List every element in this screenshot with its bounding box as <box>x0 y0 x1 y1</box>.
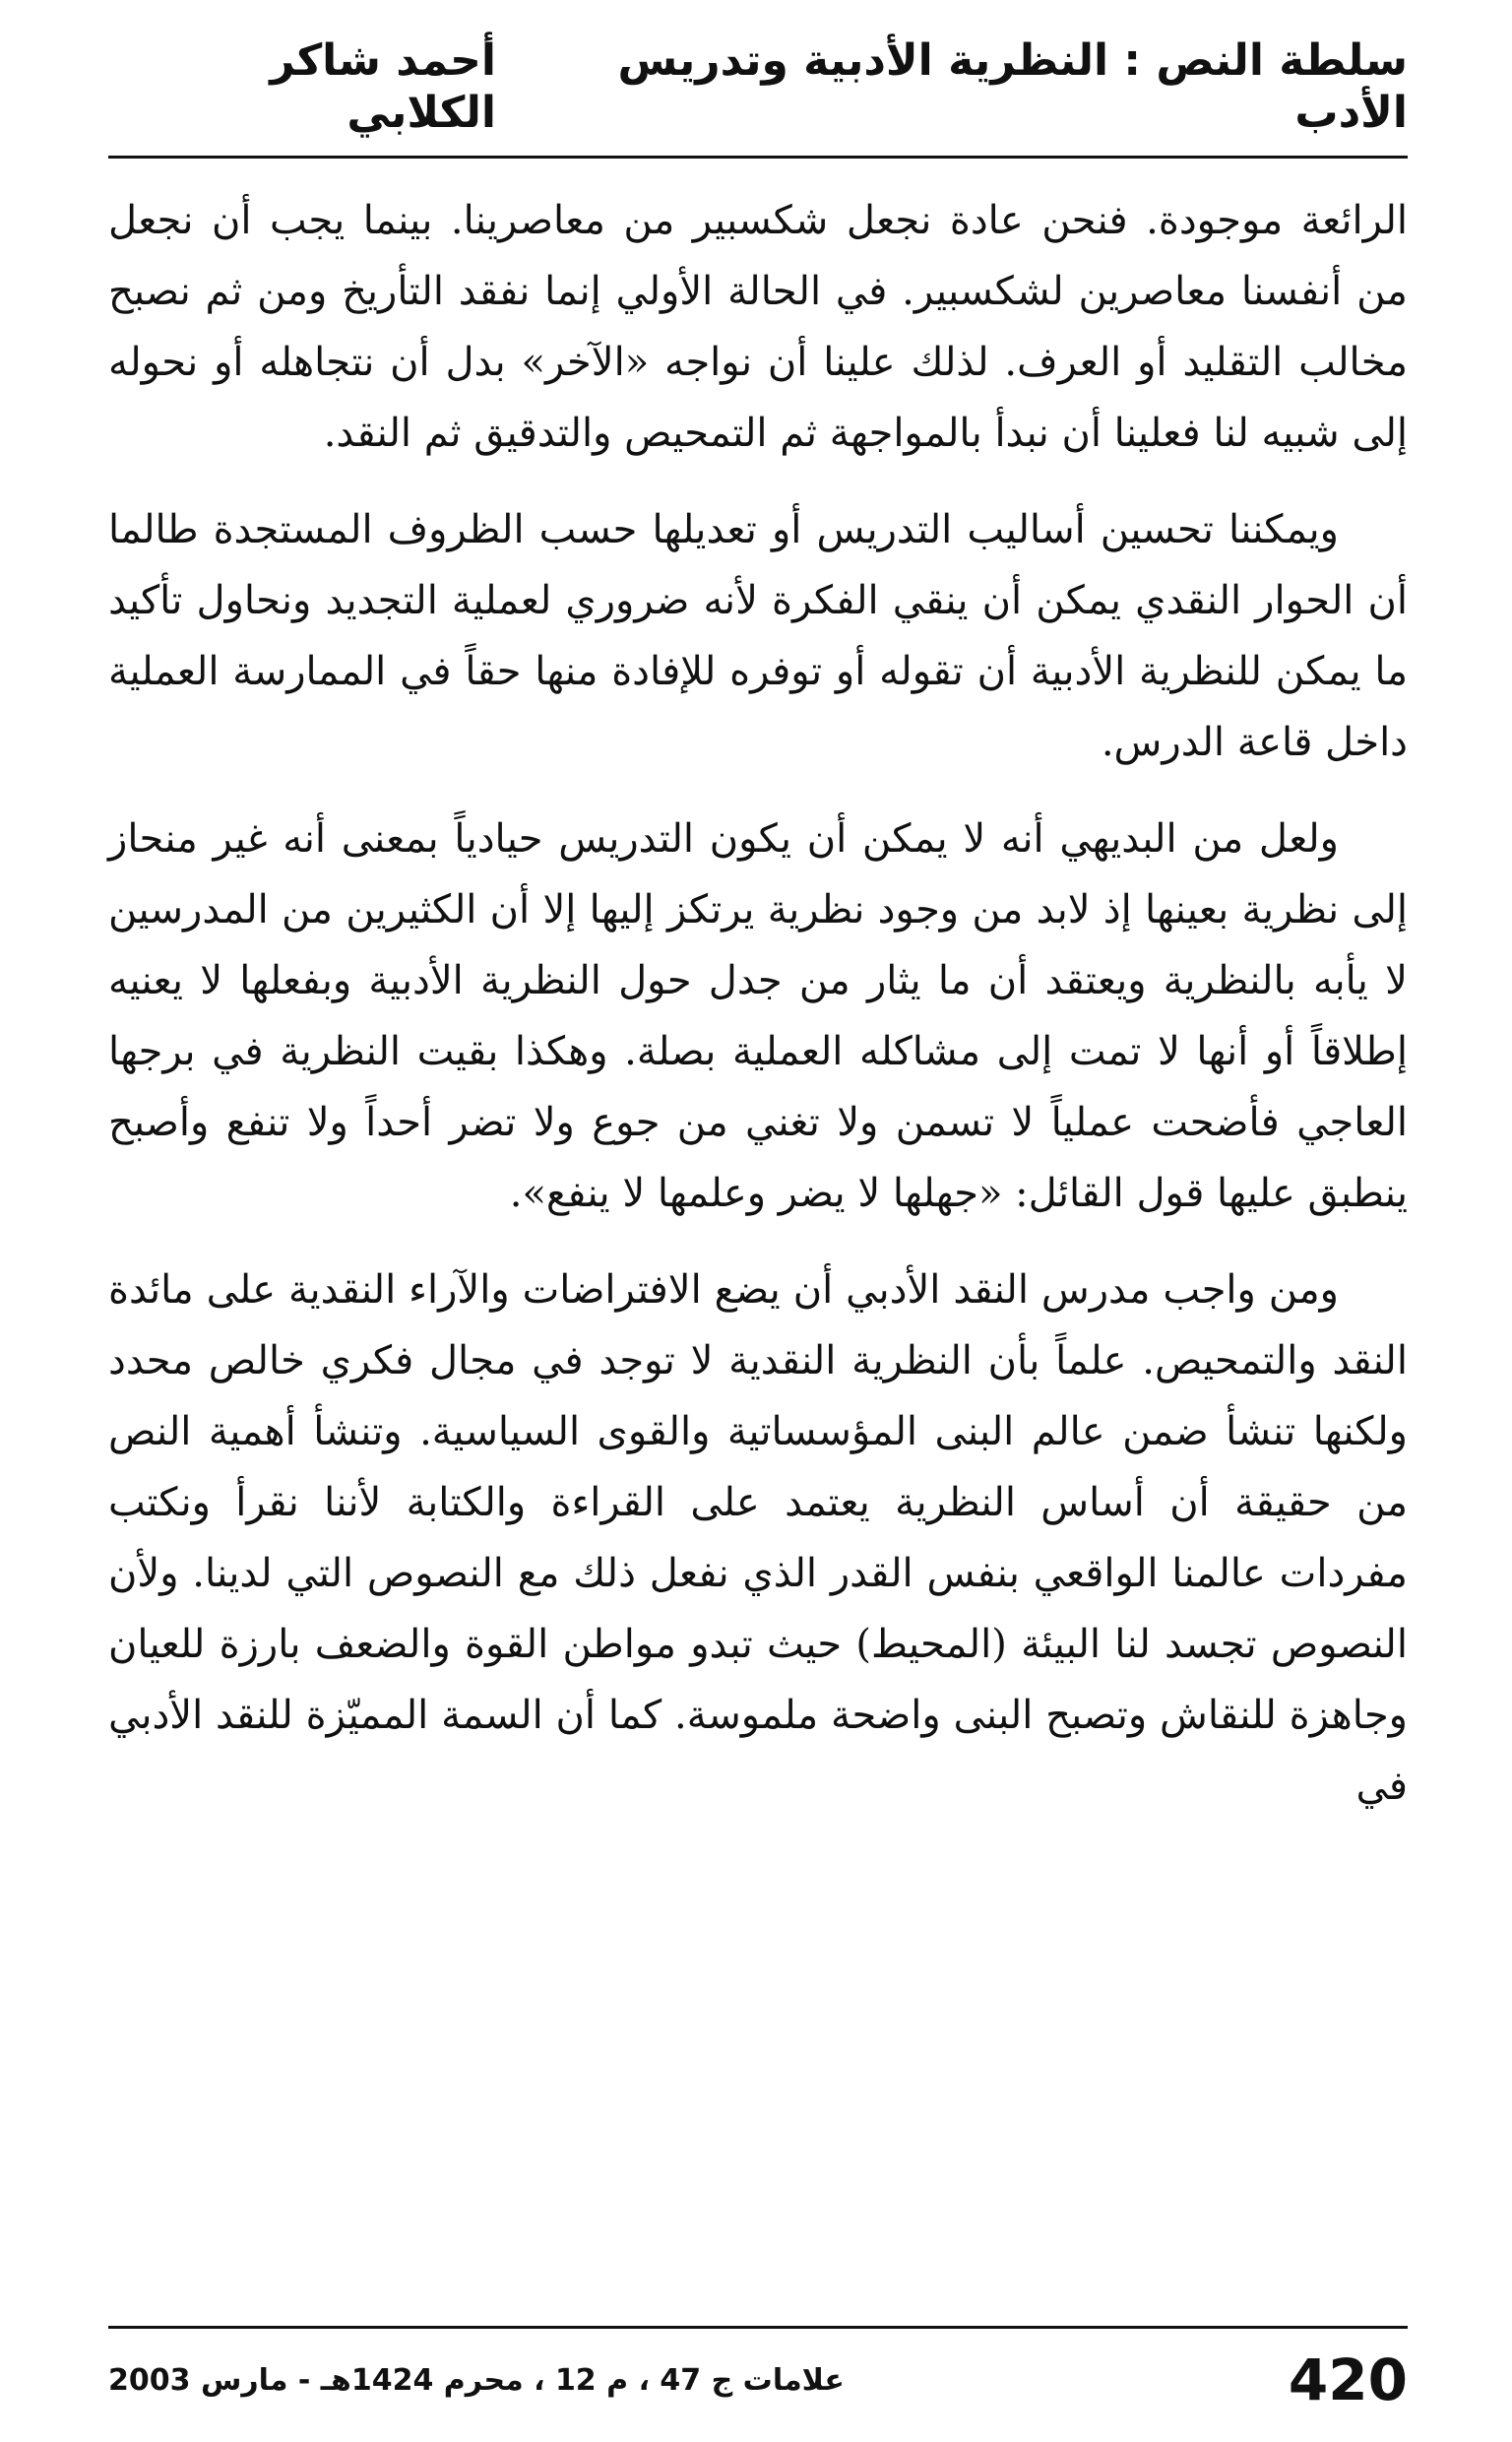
paragraph-2: ويمكننا تحسين أساليب التدريس أو تعديلها حسب الظروف المستجدة طالما أن الحوار النقدي يمكن أن ينقي الفكرة لأنه ضروري لعملية التجديد ونحاول تأكيد ما يمكن للنظرية الأدبية أن تقوله أو توفره للإفادة منها حقاً في الممارسة العملية داخل قاعة الدرس. <box>108 507 1408 765</box>
footer-divider <box>108 2326 1408 2329</box>
page-header <box>108 35 1408 150</box>
paragraph-4: ومن واجب مدرس النقد الأدبي أن يضع الافتراضات والآراء النقدية على مائدة النقد والتمحيص. علماً بأن النظرية النقدية لا توجد في مجال فكري خالص محدد ولكنها تنشأ ضمن عالم البنى المؤسساتية والقوى السياسية. وتنشأ أهمية النص من حقيقة أن أساس النظرية يعتمد على القراءة والكتابة لأننا نقرأ ونكتب مفردات عالمنا الواقعي بنفس القدر الذي نفعل ذلك مع النصوص التي لدينا. ولأن النصوص تجسد لنا البيئة (المحيط) حيث تبدو مواطن القوة والضعف بارزة للعيان وجاهزة للنقاش وتصبح البنى واضحة ملموسة. كما أن السمة المميّزة للنقد الأدبي في <box>108 1267 1408 1809</box>
page-number: 420 <box>1288 2346 1408 2413</box>
article-body <box>108 185 1408 1847</box>
header-divider <box>108 156 1408 159</box>
paragraph-1: الرائعة موجودة. فنحن عادة نجعل شكسبير من معاصرينا. بينما يجب أن نجعل من أنفسنا معاصرين لشكسبير. في الحالة الأولي إنما نفقد التأريخ ومن ثم نصبح مخالب التقليد أو العرف. لذلك علينا أن نواجه «الآخر» بدل أن نتجاهله أو نحوله إلى شبيه لنا فعلينا أن نبدأ بالمواجهة ثم التمحيص والتدقيق ثم النقد. <box>108 198 1408 456</box>
running-author: أحمد شاكر الكلابي <box>270 35 496 139</box>
issue-info: علامات ج 47 ، م 12 ، محرم 1424هـ - مارس 2003 <box>108 2362 845 2398</box>
paragraph-3: ولعل من البديهي أنه لا يمكن أن يكون التدريس حيادياً بمعنى أنه غير منحاز إلى نظرية بعينها إذ لابد من وجود نظرية يرتكز إليها إلا أن الكثيرين من المدرسين لا يأبه بالنظرية ويعتقد أن ما يثار من جدل حول النظرية الأدبية وبفعلها لا يعنيه إطلاقاً أو أنها لا تمت إلى مشاكله العملية بصلة. وهكذا بقيت النظرية في برجها العاجي فأضحت عملياً لا تسمن ولا تغني من جوع ولا تضر أحداً ولا تنفع وأصبح ينطبق عليها قول القائل: «جهلها لا يضر وعلمها لا ينفع». <box>108 816 1409 1216</box>
running-title: سلطة النص : النظرية الأدبية وتدريس الأدب <box>617 35 1408 139</box>
page-footer <box>108 2336 1408 2424</box>
